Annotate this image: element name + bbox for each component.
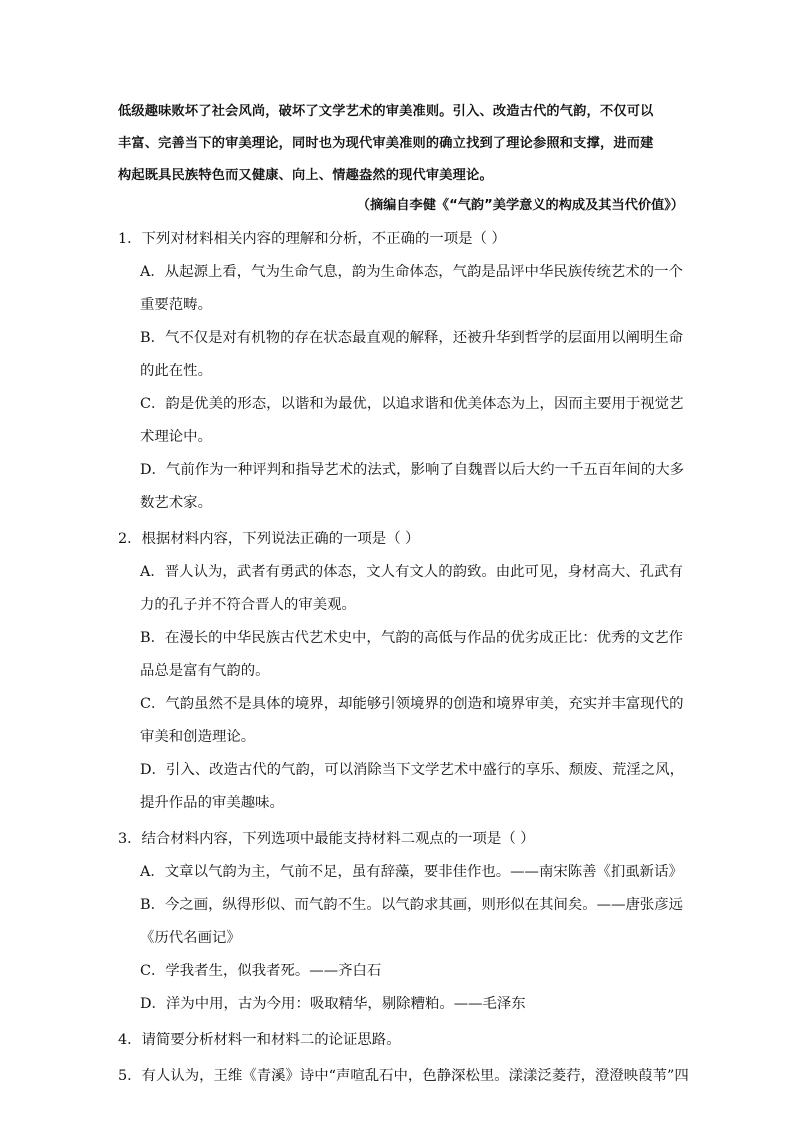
- question-list: [118, 223, 688, 1096]
- option-text: B．今之画，纵得形似、而气韵不生。以气韵求其画，则形似在其间矣。——唐张彦远: [140, 897, 684, 913]
- option-text: 的此在性。: [140, 363, 212, 379]
- option-a: [140, 856, 688, 889]
- question-1: [118, 223, 688, 520]
- option-text: D．气前作为一种评判和指导艺术的法式，影响了自魏晋以后大约一千五百年间的大多: [140, 462, 684, 478]
- option-d: [140, 454, 688, 520]
- passage-line: 低级趣味败坏了社会风尚，破坏了文学艺术的审美准则。引入、改造古代的气韵，不仅可以: [118, 104, 654, 119]
- question-5: [118, 1060, 688, 1093]
- question-stem: 3．结合材料内容，下列选项中最能支持材料二观点的一项是（ ）: [118, 831, 535, 847]
- option-text: B．在漫长的中华民族古代艺术史中，气韵的高低与作品的优劣成正比：优秀的文艺作: [140, 630, 684, 646]
- option-text: 术理论中。: [140, 429, 212, 445]
- option-c: [140, 388, 688, 454]
- option-text: D．洋为中用，古为今用：吸取精华，剔除糟粕。——毛泽东: [140, 996, 526, 1012]
- option-text: 审美和创造理论。: [140, 729, 256, 745]
- question-stem: 4．请简要分析材料一和材料二的论证思路。: [118, 1032, 401, 1048]
- option-text: C．韵是优美的形态，以谐和为最优，以追求谐和优美体态为上，因而主要用于视觉艺: [140, 396, 684, 412]
- option-text: 重要范畴。: [140, 297, 212, 313]
- source-citation: （摘编自李健《“气韵”美学意义的构成及其当代价值》）: [356, 198, 684, 213]
- option-b: [140, 889, 688, 955]
- option-d: [140, 988, 688, 1021]
- option-c: [140, 688, 688, 754]
- question-stem: 2．根据材料内容，下列说法正确的一项是（ ）: [118, 531, 420, 547]
- option-text: 力的孔子并不符合晋人的审美观。: [140, 597, 356, 613]
- option-d: [140, 754, 688, 820]
- option-text: A．从起源上看，气为生命气息，韵为生命体态，气韵是品评中华民族传统艺术的一个: [140, 264, 683, 280]
- option-text: B．气不仅是对有机物的存在状态最直观的解释，还被升华到哲学的层面用以阐明生命: [140, 330, 684, 346]
- option-text: A．文章以气韵为主，气前不足，虽有辞藻，要非佳作也。——南宋陈善《扪虱新话》: [140, 864, 683, 880]
- passage-line: 丰富、完善当下的审美理论，同时也为现代审美准则的确立找到了理论参照和支撑，进而建: [118, 136, 654, 151]
- option-text: C．学我者生，似我者死。——齐白石: [140, 963, 382, 979]
- option-text: 提升作品的审美趣味。: [140, 795, 284, 811]
- option-text: A．晋人认为，武者有勇武的体态，文人有文人的韵致。由此可见，身材高大、孔武有: [140, 564, 683, 580]
- option-text: 《历代名画记》: [140, 930, 241, 946]
- option-b: [140, 622, 688, 688]
- question-stem: 5．有人认为，王维《青溪》诗中“声喧乱石中，色静深松里。漾漾泛菱荇，澄澄映葭苇”四: [118, 1068, 689, 1084]
- option-b: [140, 322, 688, 388]
- option-c: [140, 955, 688, 988]
- passage-text: [118, 96, 684, 192]
- option-text: 数艺术家。: [140, 495, 212, 511]
- question-stem: 1．下列对材料相关内容的理解和分析，不正确的一项是（ ）: [118, 231, 506, 247]
- passage-line: 构起既具民族特色而又健康、向上、情趣盎然的现代审美理论。: [118, 168, 493, 183]
- option-text: C．气韵虽然不是具体的境界，却能够引领境界的创造和境界审美，充实并丰富现代的: [140, 696, 684, 712]
- question-4: [118, 1024, 688, 1057]
- option-text: 品总是富有气韵的。: [140, 663, 270, 679]
- question-3: [118, 823, 688, 1021]
- option-text: D．引入、改造古代的气韵，可以消除当下文学艺术中盛行的享乐、颓废、荒淫之风，: [140, 762, 684, 778]
- option-a: [140, 556, 688, 622]
- question-2: [118, 523, 688, 820]
- option-a: [140, 256, 688, 322]
